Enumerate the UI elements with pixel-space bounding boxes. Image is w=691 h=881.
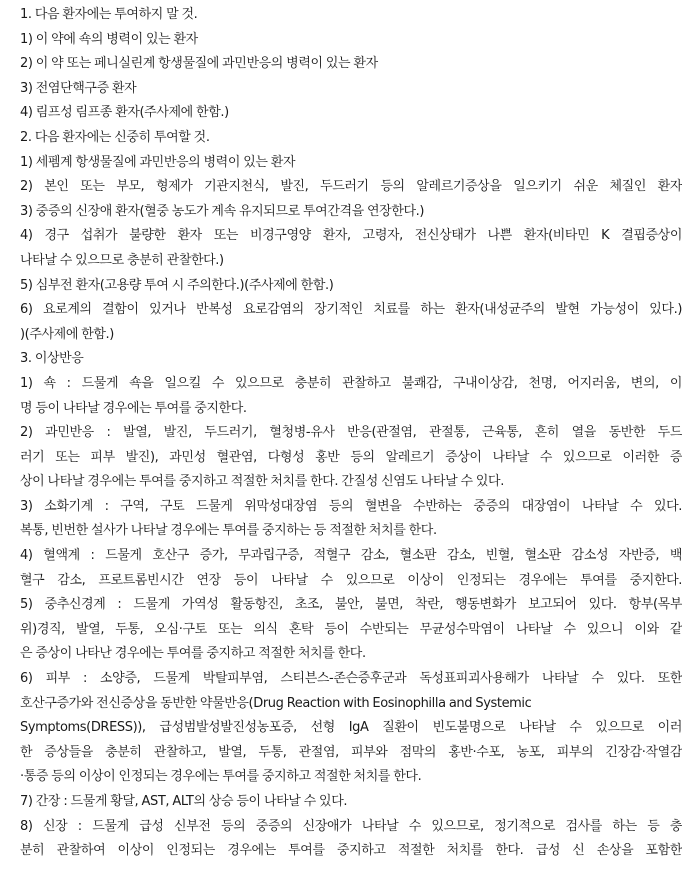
text-line: 6) 피부 : 소양증, 드물게 박탈피부염, 스티븐스-존슨증후군과 독성표피괴사용해가 나타날 수 있다. 또한 xyxy=(20,671,682,687)
document-body xyxy=(20,3,682,864)
text-line: 2) 과민반응 : 발열, 발진, 두드러기, 혈청병-유사 반응(관절염, 관절통, 근육통, 흔히 열을 동반한 두드 xyxy=(20,425,682,441)
text-line: 1) 이 약에 쇽의 병력이 있는 환자 xyxy=(20,31,198,47)
text-line: 위)경직, 발열, 두통, 오심·구토 또는 의식 혼탁 등이 수반되는 무균성수막염이 나타날 수 있으니 이와 같 xyxy=(20,621,682,637)
text-line: 2) 본인 또는 부모, 형제가 기관지천식, 발진, 두드러기 등의 알레르기증상을 일으키기 쉬운 체질인 환자 xyxy=(20,179,682,195)
text-line: 호산구증가와 전신증상을 동반한 약물반응(Drug Reaction with Eosinophilla and Systemic xyxy=(20,695,532,711)
text-line: 7) 간장 : 드물게 황달, AST, ALT의 상승 등이 나타날 수 있다. xyxy=(20,794,348,809)
text-line: ·통증 등의 이상이 인정되는 경우에는 투여를 중지하고 적절한 처치를 한다. xyxy=(20,769,422,785)
text-line: 명 등이 나타날 경우에는 투여를 중지한다. xyxy=(20,400,247,416)
text-line: 6) 요로계의 결함이 있거나 반복성 요로감염의 장기적인 치료를 하는 환자(내성균주의 발현 가능성이 있다.) xyxy=(20,302,682,318)
text-line: 3) 중증의 신장애 환자(혈중 농도가 계속 유지되므로 투여간격을 연장한다.) xyxy=(20,203,425,219)
text-line: 5) 심부전 환자(고용량 투여 시 주의한다.)(주사제에 한함.) xyxy=(20,277,334,293)
text-line: 분히 관찰하여 이상이 인정되는 경우에는 투여를 중지하고 적절한 처치를 한다. 급성 신 손상을 포함한 xyxy=(20,843,682,859)
text-line: 4) 경구 섭취가 불량한 환자 또는 비경구영양 환자, 고령자, 전신상태가 나쁜 환자(비타민 K 결핍증상이 xyxy=(20,228,682,244)
text-line: 은 증상이 나타난 경우에는 투여를 중지하고 적절한 처치를 한다. xyxy=(20,646,366,662)
text-line: 3) 전염단핵구증 환자 xyxy=(20,80,137,96)
text-line: 3. 이상반응 xyxy=(20,351,84,367)
text-line: 8) 신장 : 드물게 급성 신부전 등의 중증의 신장애가 나타날 수 있으므로, 정기적으로 검사를 하는 등 충 xyxy=(20,818,682,834)
text-line: )(주사제에 한함.) xyxy=(20,326,114,342)
text-line: 복통, 빈번한 설사가 나타날 경우에는 투여를 중지하는 등 적절한 처치를 한다. xyxy=(20,523,437,539)
text-line: 상이 나타날 경우에는 투여를 중지하고 적절한 처치를 한다. 간질성 신염도 나타날 수 있다. xyxy=(20,474,504,490)
text-line: 1) 세펨계 항생물질에 과민반응의 병력이 있는 환자 xyxy=(20,154,296,170)
text-line: 4) 림프성 림프종 환자(주사제에 한함.) xyxy=(20,105,229,121)
text-line: 한 증상들을 충분히 관찰하고, 발열, 두통, 관절염, 피부와 점막의 홍반·수포, 농포, 피부의 긴장감·작열감 xyxy=(20,744,682,760)
text-line: Symptoms(DRESS)), 급성범발성발진성농포증, 선형 IgA 질환이 빈도불명으로 나타날 수 있으므로 이러 xyxy=(20,720,682,736)
text-line: 1. 다음 환자에는 투여하지 말 것. xyxy=(20,7,198,22)
text-line: 1) 쇽 : 드물게 쇽을 일으킬 수 있으므로 충분히 관찰하고 불쾌감, 구내이상감, 천명, 어지러움, 변의, 이 xyxy=(20,375,682,391)
text-line: 3) 소화기계 : 구역, 구토 드물게 위막성대장염 등의 혈변을 수반하는 중증의 대장염이 나타날 수 있다. xyxy=(20,498,682,514)
text-line: 나타날 수 있으므로 충분히 관찰한다.) xyxy=(20,252,224,268)
text-line: 혈구 감소, 프로트롬빈시간 연장 등이 나타날 수 있으므로 이상이 인정되는 경우에는 투여를 중지한다. xyxy=(20,572,682,588)
text-line: 5) 중추신경계 : 드물게 가역성 활동항진, 초조, 불안, 불면, 착란, 행동변화가 보고되어 있다. 항부(목부 xyxy=(20,597,682,613)
text-line: 2. 다음 환자에는 신중히 투여할 것. xyxy=(20,129,210,145)
text-line: 2) 이 약 또는 페니실린계 항생물질에 과민반응의 병력이 있는 환자 xyxy=(20,56,378,72)
text-line: 러기 또는 피부 발진), 과민성 혈관염, 다형성 홍반 등의 알레르기 증상이 나타날 수 있으므로 이러한 증 xyxy=(20,449,682,465)
text-line: 4) 혈액계 : 드물게 호산구 증가, 무과립구증, 적혈구 감소, 혈소판 감소, 빈혈, 혈소판 감소성 자반증, 백 xyxy=(20,548,682,564)
